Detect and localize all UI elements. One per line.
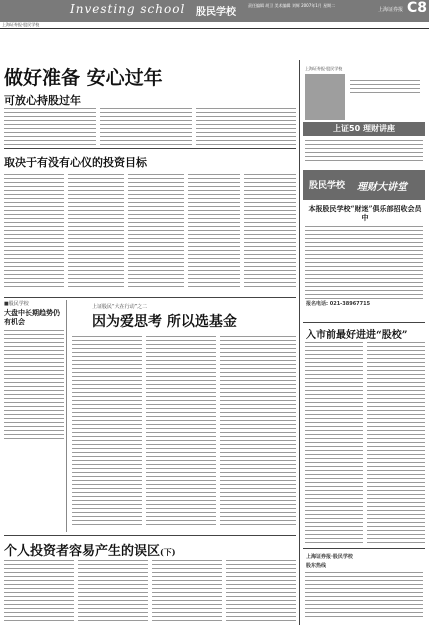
club-announcement-title: 本报股民学校“财迷”俱乐部招收会员中 [308, 204, 422, 222]
article-text [152, 560, 222, 624]
article-text [78, 560, 148, 624]
masthead [0, 0, 429, 22]
lecture-badge: 上证50 理财讲座 [303, 122, 425, 136]
entry-title: 入市前最好进进“股校” [306, 330, 408, 341]
portrait-caption [350, 80, 420, 96]
divider [4, 535, 296, 536]
paper-name: 上海证券报 [377, 7, 403, 13]
announcement-text [305, 226, 423, 302]
article-text [128, 174, 184, 290]
divider [303, 322, 425, 323]
article-text [305, 572, 423, 620]
masthead-meta: 责任编辑 胡卫 美术编辑 刘辉 2007年1月 星期二 [248, 3, 336, 8]
article-text [367, 342, 425, 546]
lecture-text [305, 140, 423, 164]
feature-kicker: 上证股民“大在行动”之二 [92, 304, 148, 310]
article-text [305, 342, 363, 546]
section2-title: 取决于有没有心仪的投资目标 [4, 156, 147, 169]
lecture-hall-badge: 股民学校 理财大讲堂 [303, 170, 425, 200]
main-subheadline: 可放心持股过年 [4, 94, 81, 107]
feature-headline: 因为爱思考 所以选基金 [92, 314, 237, 330]
right-small-header: 上海证券报·股民学校 [305, 66, 343, 71]
article-text [244, 174, 296, 290]
article-text [196, 108, 296, 152]
article-text [4, 330, 64, 442]
portrait-photo [305, 74, 345, 120]
bottom-right-label: 股东热线 [306, 563, 327, 569]
section-title: 股民学校 [196, 7, 236, 18]
main-headline: 做好准备 安心过年 [4, 67, 163, 89]
article-text [226, 560, 296, 624]
bottom-right-label: 上海证券报·股民学校 [306, 554, 353, 560]
divider [4, 148, 296, 149]
right-column-rule [299, 60, 300, 625]
column-rule [66, 300, 67, 532]
divider [4, 297, 296, 298]
article-text [188, 174, 240, 290]
page-number: C8 [406, 0, 427, 16]
article-text [72, 336, 142, 528]
article-text [4, 108, 96, 152]
article-text [146, 336, 216, 528]
article-text [4, 174, 64, 290]
article-text [4, 560, 74, 624]
article-text [68, 174, 124, 290]
subhead: 上海证券报·股民学校 [0, 22, 429, 29]
article-text [100, 108, 192, 152]
bottom-headline: 个人投资者容易产生的误区(下) [4, 544, 176, 559]
column-header: ■股民学校 [4, 301, 29, 307]
article-text [220, 336, 296, 528]
hotline: 报名电话: 021-38967715 [306, 301, 371, 307]
left-column-title: 大盘中长期趋势仍有机会 [4, 308, 60, 326]
masthead-banner: Investing school [70, 2, 186, 16]
divider [303, 548, 425, 549]
